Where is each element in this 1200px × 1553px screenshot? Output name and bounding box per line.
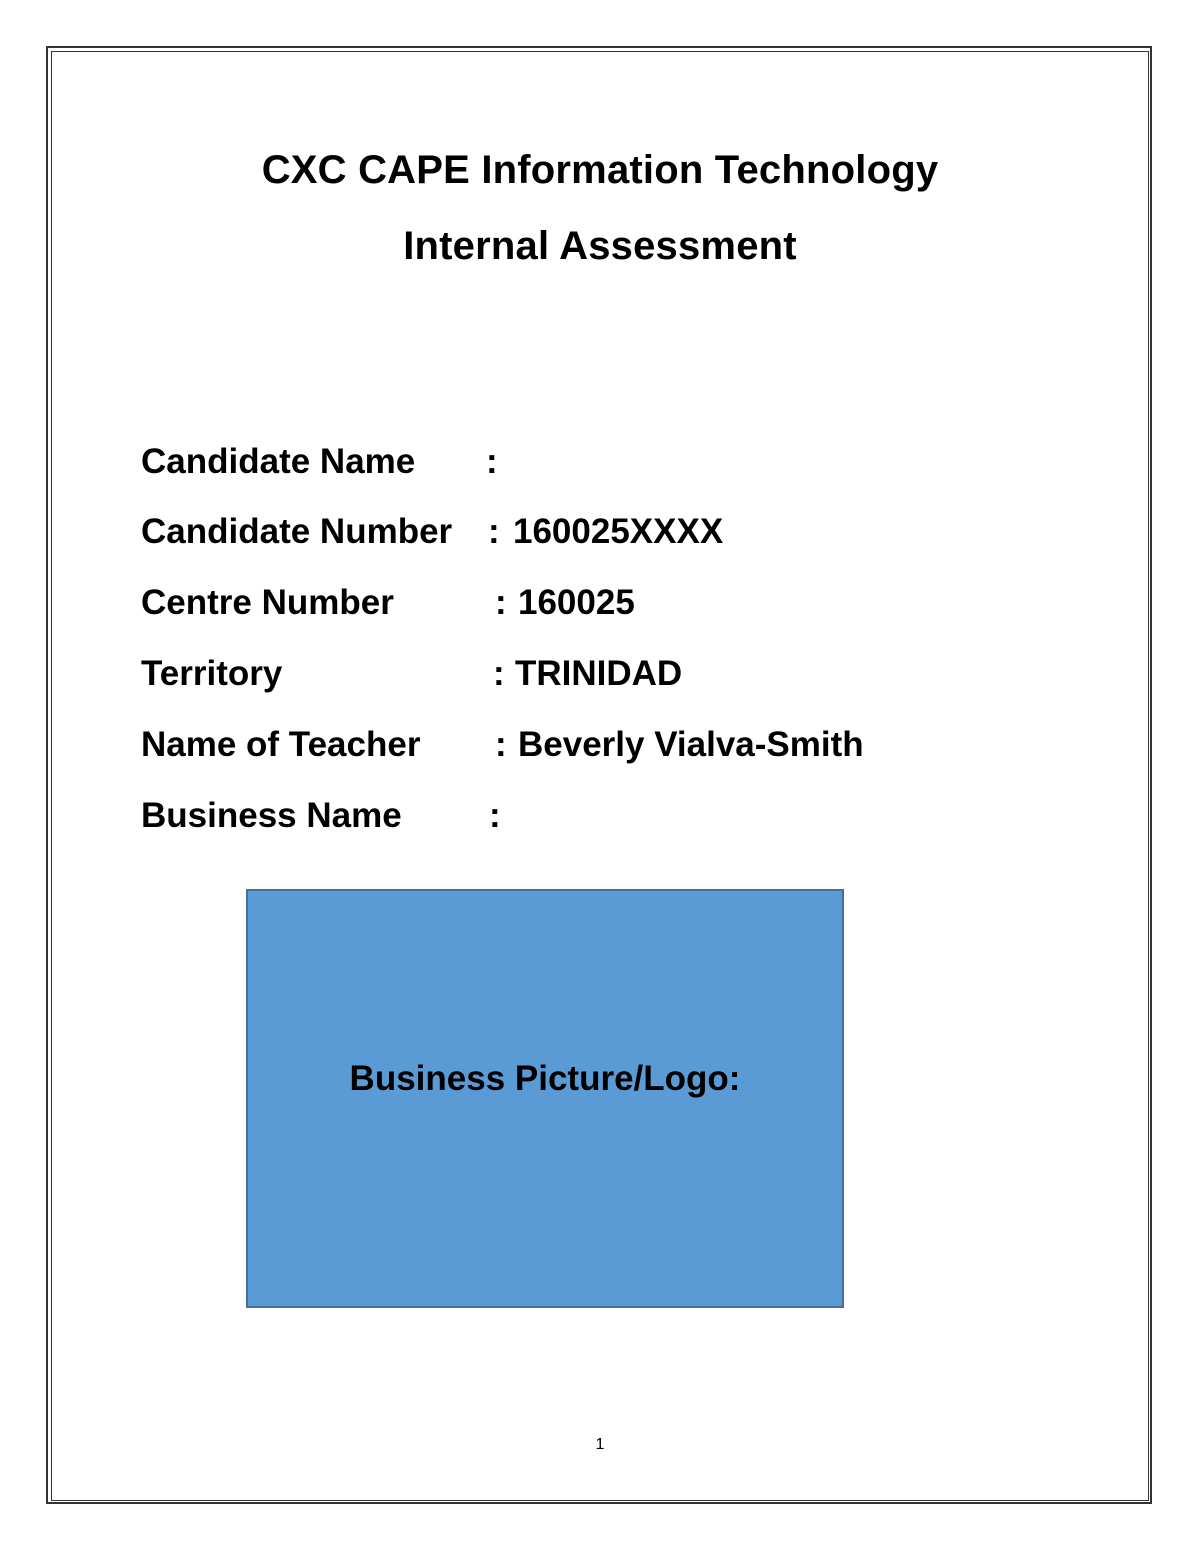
- field-value: 160025: [518, 583, 635, 622]
- field-label: Candidate Name: [141, 442, 416, 481]
- field-label: Candidate Number: [141, 512, 453, 551]
- field-label: Territory: [141, 654, 283, 693]
- field-value: 160025XXXX: [513, 512, 724, 551]
- field-label: Name of Teacher: [141, 725, 421, 764]
- field-colon: :: [489, 796, 501, 835]
- document-subtitle: Internal Assessment: [403, 224, 797, 268]
- logo-placeholder-label: Business Picture/Logo:: [349, 1059, 741, 1098]
- field-label: Business Name: [141, 796, 402, 835]
- field-value: TRINIDAD: [515, 654, 683, 693]
- field-label: Centre Number: [141, 583, 394, 622]
- page-number: 1: [595, 1436, 605, 1453]
- field-value: Beverly Vialva-Smith: [518, 725, 864, 764]
- field-colon: :: [488, 512, 500, 551]
- field-colon: :: [486, 442, 498, 481]
- field-colon: :: [493, 654, 505, 693]
- field-colon: :: [495, 725, 507, 764]
- business-logo-placeholder: [246, 889, 844, 1308]
- document-title: CXC CAPE Information Technology: [261, 148, 939, 192]
- field-colon: :: [495, 583, 507, 622]
